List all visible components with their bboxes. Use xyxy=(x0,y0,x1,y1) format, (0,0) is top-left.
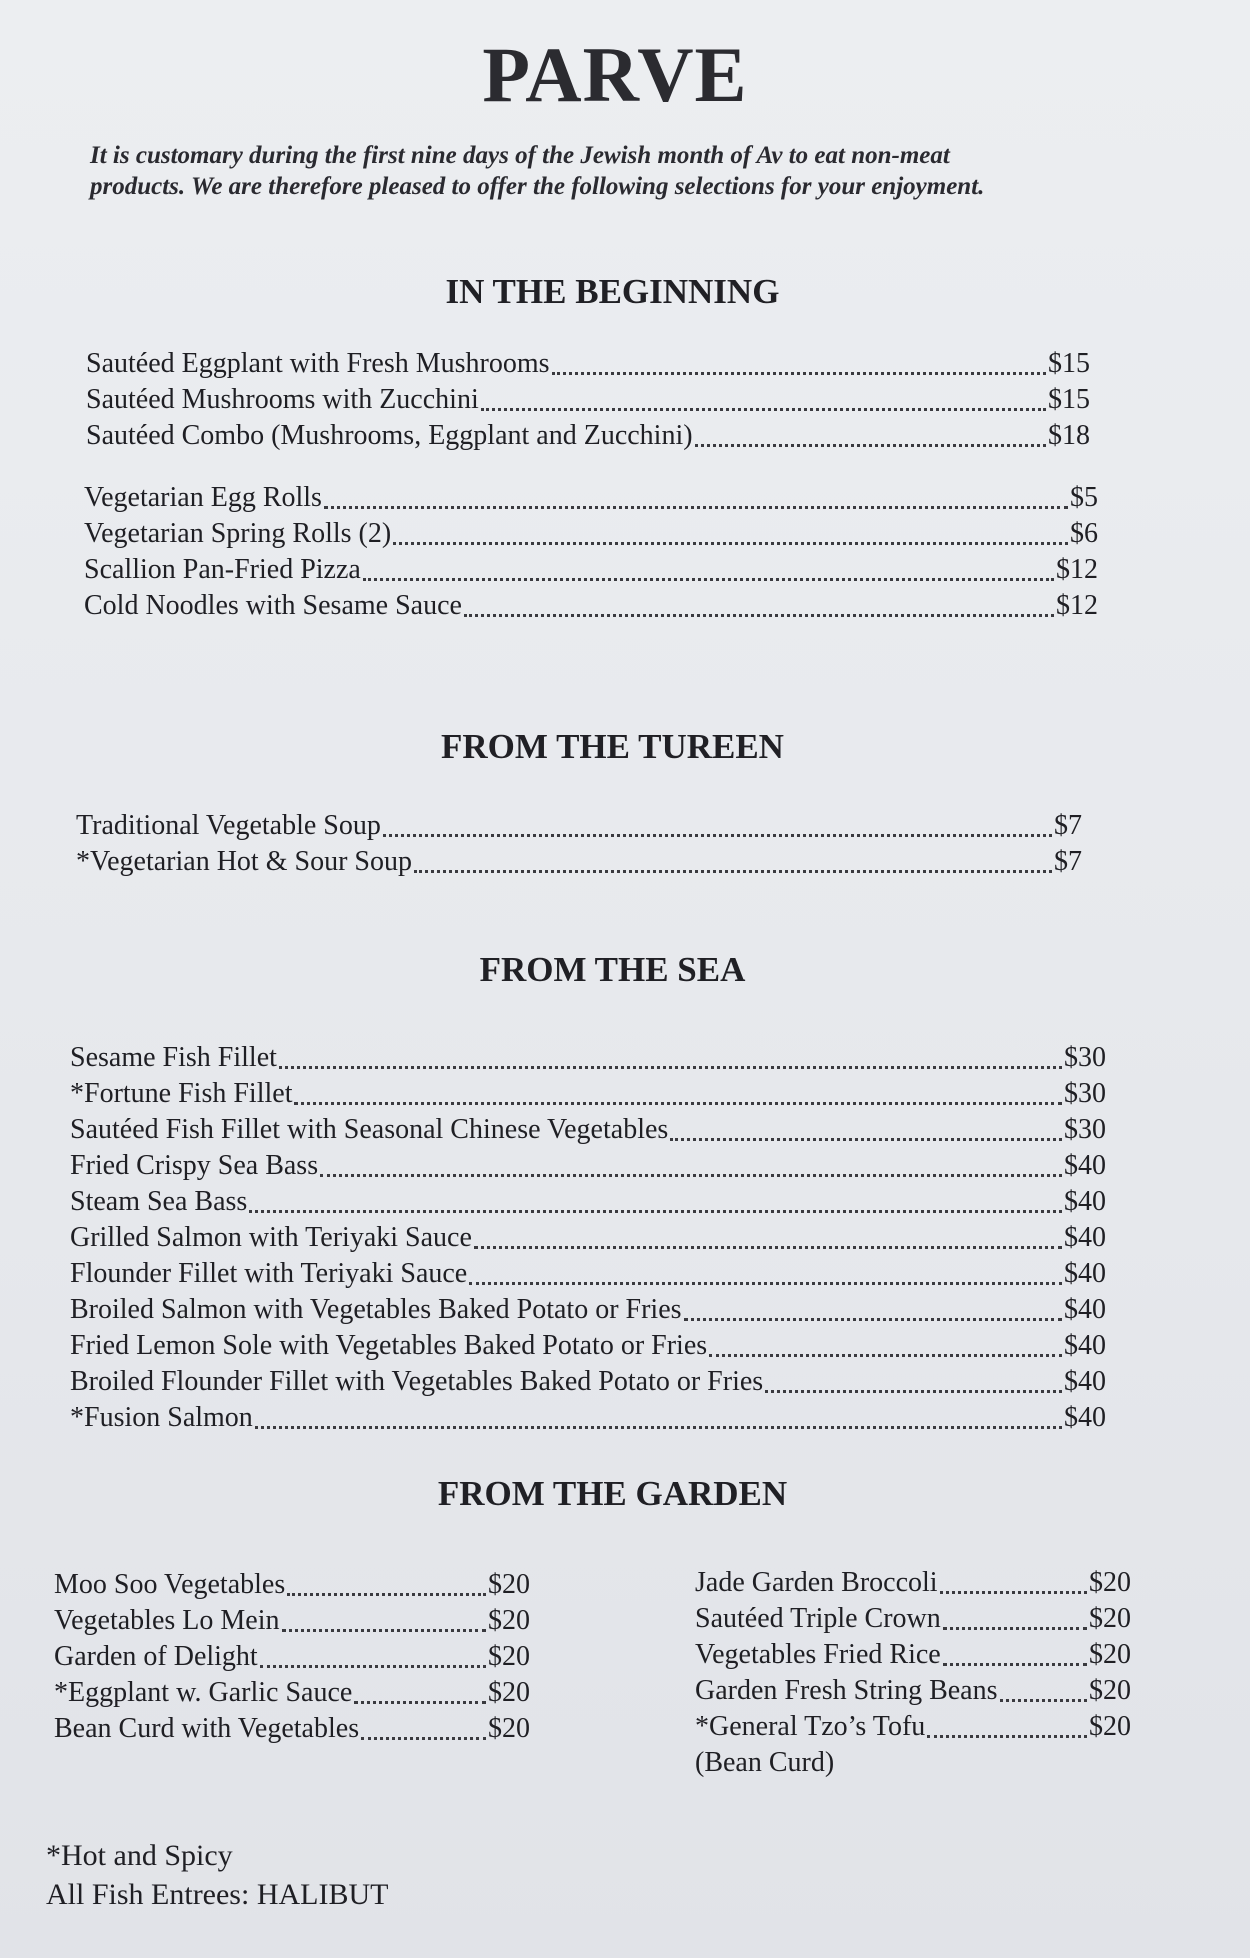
item-price: $20 xyxy=(488,1641,530,1672)
leader-dots xyxy=(684,1318,1062,1321)
menu-item xyxy=(695,1601,1131,1637)
menu-item xyxy=(70,1184,1106,1220)
leader-dots xyxy=(927,1735,1087,1738)
sea-items xyxy=(70,1040,1106,1436)
menu-item xyxy=(84,480,1098,516)
menu-item xyxy=(86,418,1090,454)
leader-dots xyxy=(481,408,1046,411)
tureen-items xyxy=(76,808,1082,880)
menu-item xyxy=(70,1112,1106,1148)
item-name: Steam Sea Bass xyxy=(70,1186,248,1217)
item-price: $40 xyxy=(1064,1294,1106,1325)
item-name: Moo Soo Vegetables xyxy=(54,1569,286,1600)
item-name: *Fortune Fish Fillet xyxy=(70,1078,293,1109)
leader-dots xyxy=(255,1426,1062,1429)
item-price: $5 xyxy=(1070,482,1098,513)
item-name: Garden of Delight xyxy=(54,1641,258,1672)
item-name: Sautéed Combo (Mushrooms, Eggplant and Zucchini) xyxy=(86,420,693,451)
item-price: $20 xyxy=(488,1605,530,1636)
item-name: Vegetables Fried Rice xyxy=(695,1639,941,1670)
item-price: $18 xyxy=(1048,420,1090,451)
leader-dots xyxy=(282,1629,487,1632)
menu-item xyxy=(76,844,1082,880)
section-heading-tureen: FROM THE TUREEN xyxy=(441,727,784,766)
item-price: $20 xyxy=(488,1677,530,1708)
item-price: $20 xyxy=(1089,1711,1131,1742)
section-heading-beginning: IN THE BEGINNING xyxy=(445,272,780,311)
garden-left-column xyxy=(54,1567,530,1747)
item-price: $40 xyxy=(1064,1330,1106,1361)
item-name: *Eggplant w. Garlic Sauce xyxy=(54,1677,353,1708)
item-price: $30 xyxy=(1064,1078,1106,1109)
beginning-group-2 xyxy=(84,480,1098,624)
intro-text: It is customary during the first nine days of the Jewish month of Av to eat non-meat products. We are therefore pleased to offer the following selections for your enjoyment. xyxy=(90,142,985,200)
leader-dots xyxy=(287,1593,486,1596)
item-name: Broiled Flounder Fillet with Vegetables Baked Potato or Fries xyxy=(70,1366,764,1397)
leader-dots xyxy=(354,1701,486,1704)
leader-dots xyxy=(943,1627,1087,1630)
item-price: $7 xyxy=(1054,810,1082,841)
menu-item xyxy=(70,1328,1106,1364)
leader-dots xyxy=(324,506,1068,509)
item-name: Traditional Vegetable Soup xyxy=(76,810,381,841)
item-price: $20 xyxy=(1089,1567,1131,1598)
item-name: Scallion Pan-Fried Pizza xyxy=(84,554,361,585)
item-name: Bean Curd with Vegetables xyxy=(54,1713,360,1744)
leader-dots xyxy=(469,1282,1062,1285)
leader-dots xyxy=(670,1138,1062,1141)
item-price: $40 xyxy=(1064,1222,1106,1253)
menu-item xyxy=(54,1675,530,1711)
menu-item xyxy=(70,1076,1106,1112)
leader-dots xyxy=(940,1591,1087,1594)
item-name: Sesame Fish Fillet xyxy=(70,1042,277,1073)
leader-dots xyxy=(464,614,1054,617)
item-name: Fried Crispy Sea Bass xyxy=(70,1150,319,1181)
menu-item xyxy=(70,1364,1106,1400)
leader-dots xyxy=(943,1663,1087,1666)
menu-item xyxy=(76,808,1082,844)
item-price: $40 xyxy=(1064,1366,1106,1397)
item-price: $20 xyxy=(488,1713,530,1744)
leader-dots xyxy=(320,1174,1062,1177)
item-name: Sautéed Fish Fillet with Seasonal Chinese Vegetables xyxy=(70,1114,669,1145)
menu-item xyxy=(70,1256,1106,1292)
item-price: $40 xyxy=(1064,1186,1106,1217)
item-name: *Vegetarian Hot & Sour Soup xyxy=(76,846,412,877)
menu-item xyxy=(695,1565,1131,1601)
leader-dots xyxy=(294,1102,1062,1105)
item-name: Sautéed Mushrooms with Zucchini xyxy=(86,384,479,415)
item-name: Fried Lemon Sole with Vegetables Baked Potato or Fries xyxy=(70,1330,708,1361)
menu-item xyxy=(70,1148,1106,1184)
menu-item xyxy=(54,1639,530,1675)
item-name: *General Tzo’s Tofu xyxy=(695,1711,926,1742)
leader-dots xyxy=(249,1210,1062,1213)
menu-item xyxy=(695,1637,1131,1673)
item-name: Sautéed Eggplant with Fresh Mushrooms xyxy=(86,348,550,379)
menu-item xyxy=(695,1673,1131,1709)
item-price: $20 xyxy=(1089,1639,1131,1670)
beginning-group-1 xyxy=(86,346,1090,454)
item-name: Vegetables Lo Mein xyxy=(54,1605,280,1636)
item-price: $40 xyxy=(1064,1258,1106,1289)
item-name: Broiled Salmon with Vegetables Baked Potato or Fries xyxy=(70,1294,682,1325)
menu-item xyxy=(84,588,1098,624)
footnote-fish: All Fish Entrees: HALIBUT xyxy=(46,1878,389,1911)
item-name: Garden Fresh String Beans xyxy=(695,1675,998,1706)
leader-dots xyxy=(1000,1699,1087,1702)
item-price: $30 xyxy=(1064,1042,1106,1073)
menu-item xyxy=(86,382,1090,418)
item-price: $20 xyxy=(1089,1675,1131,1706)
item-price: $30 xyxy=(1064,1114,1106,1145)
leader-dots xyxy=(279,1066,1062,1069)
menu-item xyxy=(70,1220,1106,1256)
menu-item xyxy=(54,1603,530,1639)
garden-right-column xyxy=(695,1565,1131,1781)
item-price: $6 xyxy=(1070,518,1098,549)
section-heading-garden: FROM THE GARDEN xyxy=(437,1474,788,1513)
leader-dots xyxy=(552,372,1046,375)
section-heading-sea: FROM THE SEA xyxy=(479,950,746,989)
item-name: Vegetarian Spring Rolls (2) xyxy=(84,518,392,549)
item-price: $15 xyxy=(1048,348,1090,379)
menu-item xyxy=(70,1292,1106,1328)
leader-dots xyxy=(383,834,1052,837)
leader-dots xyxy=(765,1390,1062,1393)
menu-item xyxy=(86,346,1090,382)
item-price: $20 xyxy=(488,1569,530,1600)
item-name: Sautéed Triple Crown xyxy=(695,1603,941,1634)
footnote-hot-spicy: *Hot and Spicy xyxy=(46,1839,233,1872)
item-price: $12 xyxy=(1056,590,1098,621)
leader-dots xyxy=(361,1737,486,1740)
page-title: PARVE xyxy=(482,31,748,118)
item-name: Cold Noodles with Sesame Sauce xyxy=(84,590,462,621)
leader-dots xyxy=(709,1354,1062,1357)
item-price: $12 xyxy=(1056,554,1098,585)
item-price: $40 xyxy=(1064,1402,1106,1433)
menu-item xyxy=(84,552,1098,588)
item-name: Vegetarian Egg Rolls xyxy=(84,482,322,513)
leader-dots xyxy=(414,870,1052,873)
item-name: Flounder Fillet with Teriyaki Sauce xyxy=(70,1258,468,1289)
leader-dots xyxy=(474,1246,1062,1249)
menu-item xyxy=(695,1709,1131,1745)
leader-dots xyxy=(363,578,1054,581)
leader-dots xyxy=(393,542,1068,545)
item-price: $15 xyxy=(1048,384,1090,415)
menu-item xyxy=(54,1567,530,1603)
item-price: $40 xyxy=(1064,1150,1106,1181)
item-name: Grilled Salmon with Teriyaki Sauce xyxy=(70,1222,472,1253)
menu-item xyxy=(70,1400,1106,1436)
menu-item xyxy=(70,1040,1106,1076)
item-price: $7 xyxy=(1054,846,1082,877)
menu-item xyxy=(84,516,1098,552)
menu-item xyxy=(54,1711,530,1747)
leader-dots xyxy=(260,1665,486,1668)
item-name: Jade Garden Broccoli xyxy=(695,1567,938,1598)
item-note: (Bean Curd) xyxy=(695,1747,835,1778)
leader-dots xyxy=(695,444,1046,447)
item-price: $20 xyxy=(1089,1603,1131,1634)
item-name: *Fusion Salmon xyxy=(70,1402,253,1433)
